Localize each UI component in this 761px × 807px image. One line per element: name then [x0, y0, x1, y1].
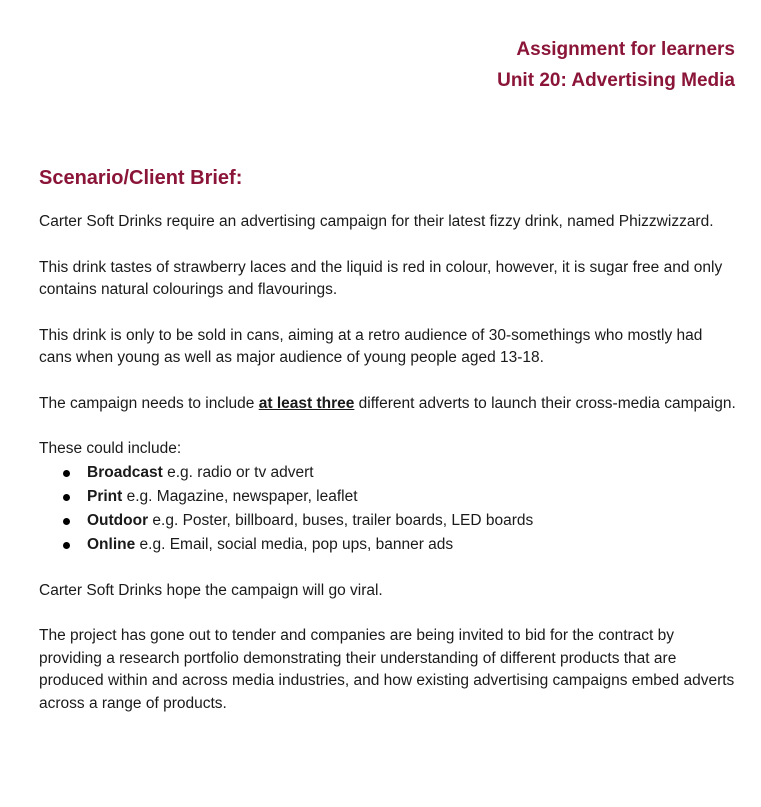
bullet-icon: [63, 542, 70, 549]
paragraph-tender: The project has gone out to tender and companies are being invited to bid for the contract by providing a research portfolio demonstrating their understanding of different products that are produced within and across media industries, and how existing advertising campaigns embed adverts across a range of products.: [39, 627, 735, 712]
advert-type-name: Broadcast: [87, 463, 163, 481]
list-item: [87, 485, 739, 509]
advert-type-examples: e.g. Magazine, newspaper, leaflet: [122, 487, 358, 505]
document-header: [497, 34, 735, 96]
advert-types-list: [39, 461, 739, 557]
advert-type-examples: e.g. Email, social media, pop ups, banner ads: [135, 535, 454, 553]
list-intro: These could include:: [39, 440, 182, 457]
advert-type-name: Outdoor: [87, 511, 149, 529]
bullet-icon: [63, 518, 70, 525]
paragraph-client-need: Carter Soft Drinks require an advertising campaign for their latest fizzy drink, named Phizzwizzard.: [39, 213, 714, 230]
bullet-icon: [63, 470, 70, 477]
paragraph-campaign-requirement: [39, 393, 739, 416]
requirement-text-end: different adverts to launch their cross-media campaign.: [354, 394, 736, 412]
header-unit: Unit 20: Advertising Media: [497, 70, 735, 91]
bullet-icon: [63, 494, 70, 501]
list-item: [87, 461, 739, 485]
paragraph-viral-hope: Carter Soft Drinks hope the campaign will go viral.: [39, 581, 383, 599]
paragraph-product-description: This drink tastes of strawberry laces and the liquid is red in colour, however, it is sugar free and only contains natural colourings and flavourings.: [39, 258, 723, 298]
section-heading: Scenario/Client Brief:: [39, 167, 243, 189]
brief-body: [39, 211, 739, 738]
list-item: [87, 509, 739, 533]
advert-type-name: Online: [87, 535, 136, 553]
advert-type-examples: e.g. radio or tv advert: [162, 463, 314, 481]
list-item: [87, 533, 739, 557]
paragraph-audience: This drink is only to be sold in cans, aiming at a retro audience of 30-somethings who mostly had cans when young as well as major audience of young people aged 13-18.: [39, 326, 703, 366]
advert-type-name: Print: [87, 487, 123, 505]
header-title: Assignment for learners: [516, 39, 735, 60]
requirement-text-start: The campaign needs to include: [39, 394, 259, 412]
requirement-emphasis: at least three: [258, 394, 355, 412]
advert-type-examples: e.g. Poster, billboard, buses, trailer boards, LED boards: [148, 511, 534, 529]
